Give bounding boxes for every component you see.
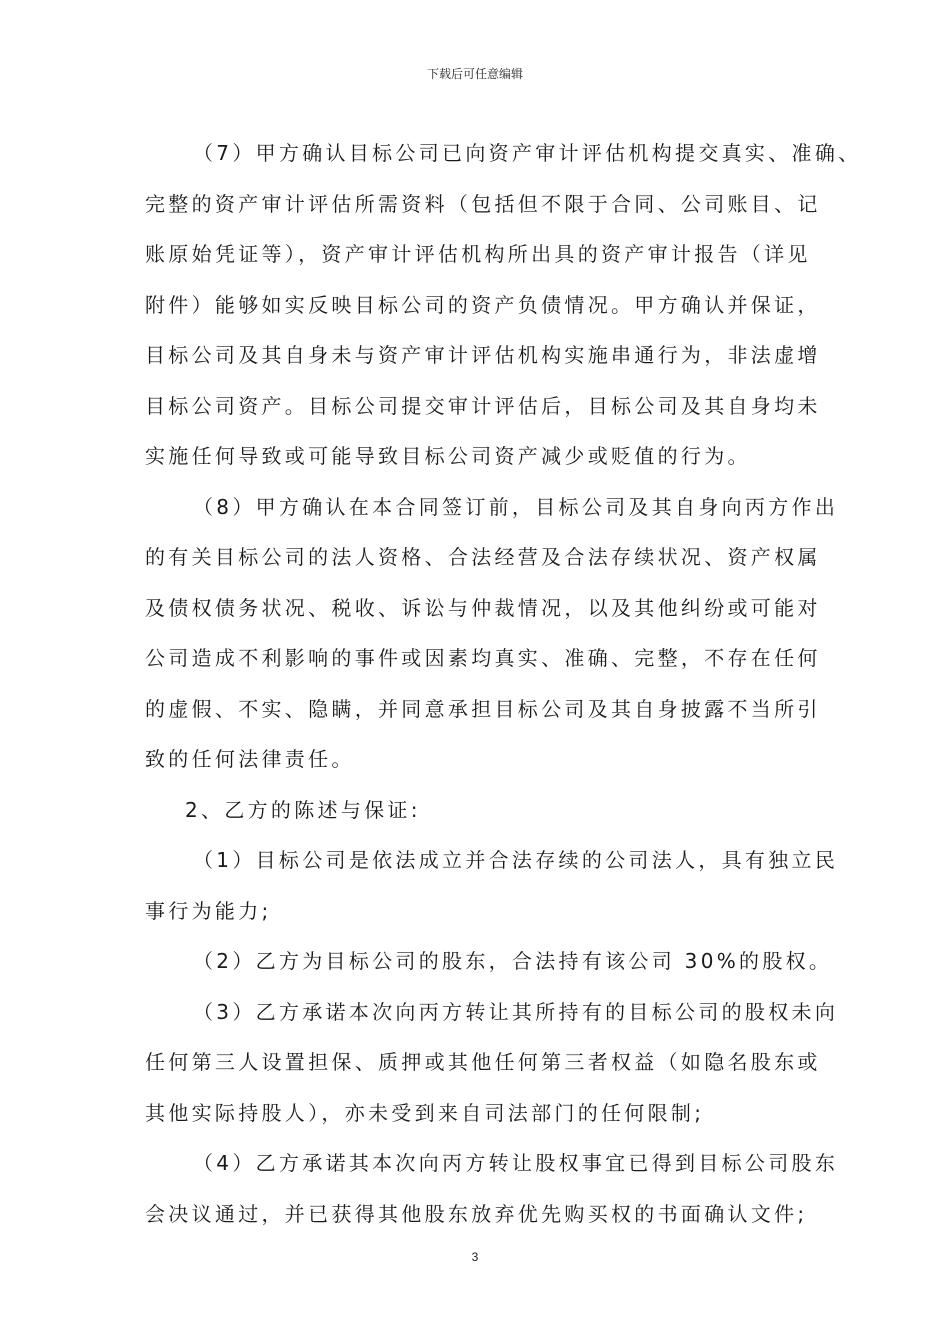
- text-line: 公司造成不利影响的事件或因素均真实、准确、完整，不存在任何: [145, 646, 821, 670]
- paragraph-7: [145, 128, 862, 482]
- text-line: 附件）能够如实反映目标公司的资产负债情况。甲方确认并保证，: [145, 292, 821, 317]
- paragraph-2-4: [145, 1138, 839, 1239]
- text-line: 的虚假、不实、隐瞒，并同意承担目标公司及其自身披露不当所引: [145, 696, 821, 721]
- text-line: 账原始凭证等），资产审计评估机构所出具的资产审计报告（详见: [145, 242, 811, 266]
- text-line: （4）乙方承诺其本次向丙方转让股权事宜已得到目标公司股东: [193, 1151, 839, 1175]
- text-line: 的有关目标公司的法人资格、合法经营及合法存续状况、资产权属: [145, 545, 821, 569]
- text-line: 完整的资产审计评估所需资料（包括但不限于合同、公司账目、记: [145, 191, 821, 216]
- text-line: 会决议通过，并已获得其他股东放弃优先购买权的书面确认文件;: [145, 1201, 808, 1226]
- text-line: 任何第三人设置担保、质押或其他任何第三者权益（如隐名股东或: [145, 1050, 821, 1074]
- text-line: 其他实际持股人），亦未受到来自司法部门的任何限制;: [145, 1100, 705, 1125]
- section-heading-text: 2、乙方的陈述与保证:: [185, 797, 421, 822]
- paragraph-8: [145, 482, 839, 785]
- text-line: 目标公司及其自身未与资产审计评估机构实施串通行为，非法虚增: [145, 343, 821, 367]
- text-line: 实施任何导致或可能导致目标公司资产减少或贬值的行为。: [145, 444, 751, 468]
- text-line: （8）甲方确认在本合同签订前，目标公司及其自身向丙方作出: [193, 494, 839, 519]
- text-line: 目标公司资产。目标公司提交审计评估后，目标公司及其自身均未: [145, 393, 821, 418]
- document-body: [145, 128, 862, 1239]
- text-line: （1）目标公司是依法成立并合法存续的公司法人，具有独立民: [193, 848, 839, 872]
- text-line: 及债权债务状况、税收、诉讼与仲裁情况，以及其他纠纷或可能对: [145, 595, 821, 620]
- paragraph-2-3: [145, 987, 839, 1139]
- paragraph-2-1: [145, 835, 839, 936]
- text-line: 致的任何法律责任。: [145, 747, 355, 771]
- text-line: 事行为能力;: [145, 898, 272, 923]
- section-heading-2: [145, 785, 810, 836]
- page-number: 3: [471, 1250, 479, 1264]
- text-line: （2）乙方为目标公司的股东，合法持有该公司 30%的股权。: [193, 949, 833, 973]
- text-line: （3）乙方承诺本次向丙方转让其所持有的目标公司的股权未向: [193, 999, 839, 1024]
- page-header: 下载后可任意编辑: [426, 67, 523, 81]
- paragraph-2-2: [145, 936, 833, 987]
- text-line: （7）甲方确认目标公司已向资产审计评估机构提交真实、准确、: [193, 141, 862, 165]
